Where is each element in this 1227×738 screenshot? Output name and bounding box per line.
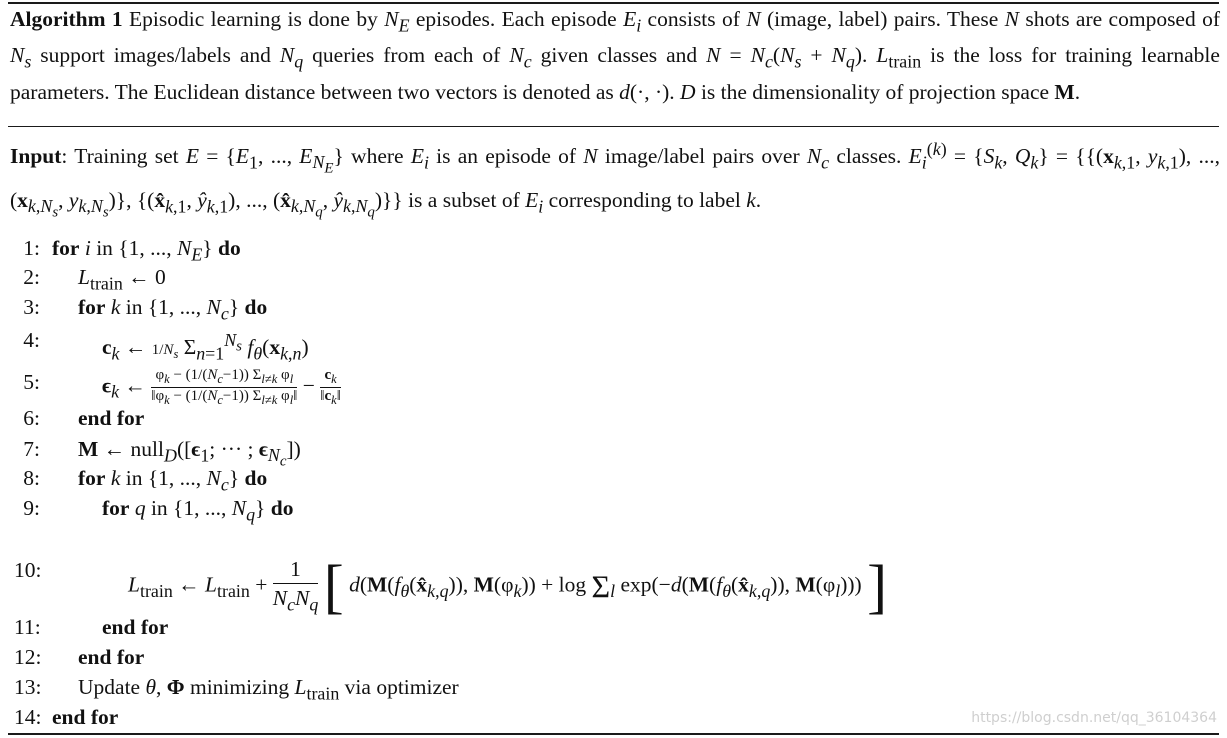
algo-line-12: 12: end for xyxy=(0,642,1227,672)
watermark: https://blog.csdn.net/qq_36104364 xyxy=(971,710,1217,726)
line-number: 13: xyxy=(14,675,42,699)
bottom-rule xyxy=(8,733,1219,735)
line-number: 8: xyxy=(23,466,40,490)
middle-rule xyxy=(8,126,1219,127)
line-number: 10: xyxy=(14,558,42,582)
line-number: 5: xyxy=(23,370,40,394)
line-number: 7: xyxy=(23,437,40,461)
input-label: Input xyxy=(10,144,62,169)
algorithm-caption: Algorithm 1 Episodic learning is done by $N_E$ episodes. Each episode $E_i$ consists of N (image, label) pairs. These N shots are composed of $N_s$ support images/labels and $N_q$ queries from each of $N_c$ given classes and $N = N_c(N_s + N_q)$. $L_{train}$ is the loss for training learnable parameters. The Euclidean distance between two vectors is denoted as d(·, ·). D is the dimensionality of projection space M. xyxy=(10,7,1221,104)
line-number: 14: xyxy=(14,705,42,729)
algo-line-4: 4: $c_k$ ← $1/N_s$ $\Sigma_{n=1}^{N_s}$ $f_\theta(x_{k,n})$ xyxy=(0,325,1227,355)
line-number: 2: xyxy=(23,265,40,289)
line-number: 11: xyxy=(14,615,41,639)
algo-line-13: 13: Update θ, Φ minimizing $L_{train}$ via optimizer xyxy=(0,672,1227,702)
line-number: 9: xyxy=(23,496,40,520)
input-description: Input: Training set $E = \{E_1$, ..., $E_{N_E}$} where $E_i$ is an episode of N image/label pairs over $N_c$ classes. $E_i^{(k)} = \{S_k$, $Q_k\} = \{\{(x_{k,1}$, $y_{k,1}$), ..., ($x_{k,N_s}$, $y_{k,N_s}$)}, {($x̂_{k,1}$, $ŷ_{k,1}$), ..., ($x̂_{k,N_q}$, $ŷ_{k,N_q}$)}} is a subset of $E_i$ corresponding to label k. xyxy=(10,139,1221,221)
algo-line-7: 7: M ← $null_D([\epsilon_1$; ··· ; $\epsilon_{N_c}$]) xyxy=(0,434,1227,464)
line-number: 4: xyxy=(23,328,40,352)
line-number: 3: xyxy=(23,295,40,319)
algo-line-3: 3: for k in {1, ..., $N_c$} do xyxy=(0,292,1227,322)
algo-line-11: 11: end for xyxy=(0,612,1227,642)
algo-line-9: 9: for q in {1, ..., $N_q$} do xyxy=(0,493,1227,523)
algo-line-1: 1: for i in {1, ..., $N_E$} do xyxy=(0,233,1227,263)
algo-line-10: 10: $L_{train}$ ← $L_{train}$ + 1 $N_cN_q$ [ $d(M(f_\theta(x̂_{k,q}))$, $M(\varphi_k)) + \log \Sigma_l$ $\exp(-d(M(f_\theta(x̂_{k,q}))$, $M(\varphi_l)$)) ] xyxy=(14,553,888,620)
algorithm-label: Algorithm 1 xyxy=(10,7,123,31)
line-number: 6: xyxy=(23,406,40,430)
algo-line-8: 8: for k in {1, ..., $N_c$} do xyxy=(0,463,1227,493)
algo-line-14: 14: end for xyxy=(0,702,1227,732)
algo-line-2: 2: $L_{train}$ ← 0 xyxy=(0,262,1227,292)
algo-line-5: 5: $\epsilon_k$ ← $\frac{\varphi_k - (1/(N_c-1)) \Sigma_{l\ne k} \varphi_l}{‖\varphi_k - (1/(N_c-1)) \Sigma_{l\ne k} \varphi_l‖}$ − $\frac{c_k}{‖c_k‖}$ xyxy=(0,367,1227,397)
line-number: 1: xyxy=(23,236,40,260)
algo-line-6: 6: end for xyxy=(0,403,1227,433)
line-number: 12: xyxy=(14,645,42,669)
